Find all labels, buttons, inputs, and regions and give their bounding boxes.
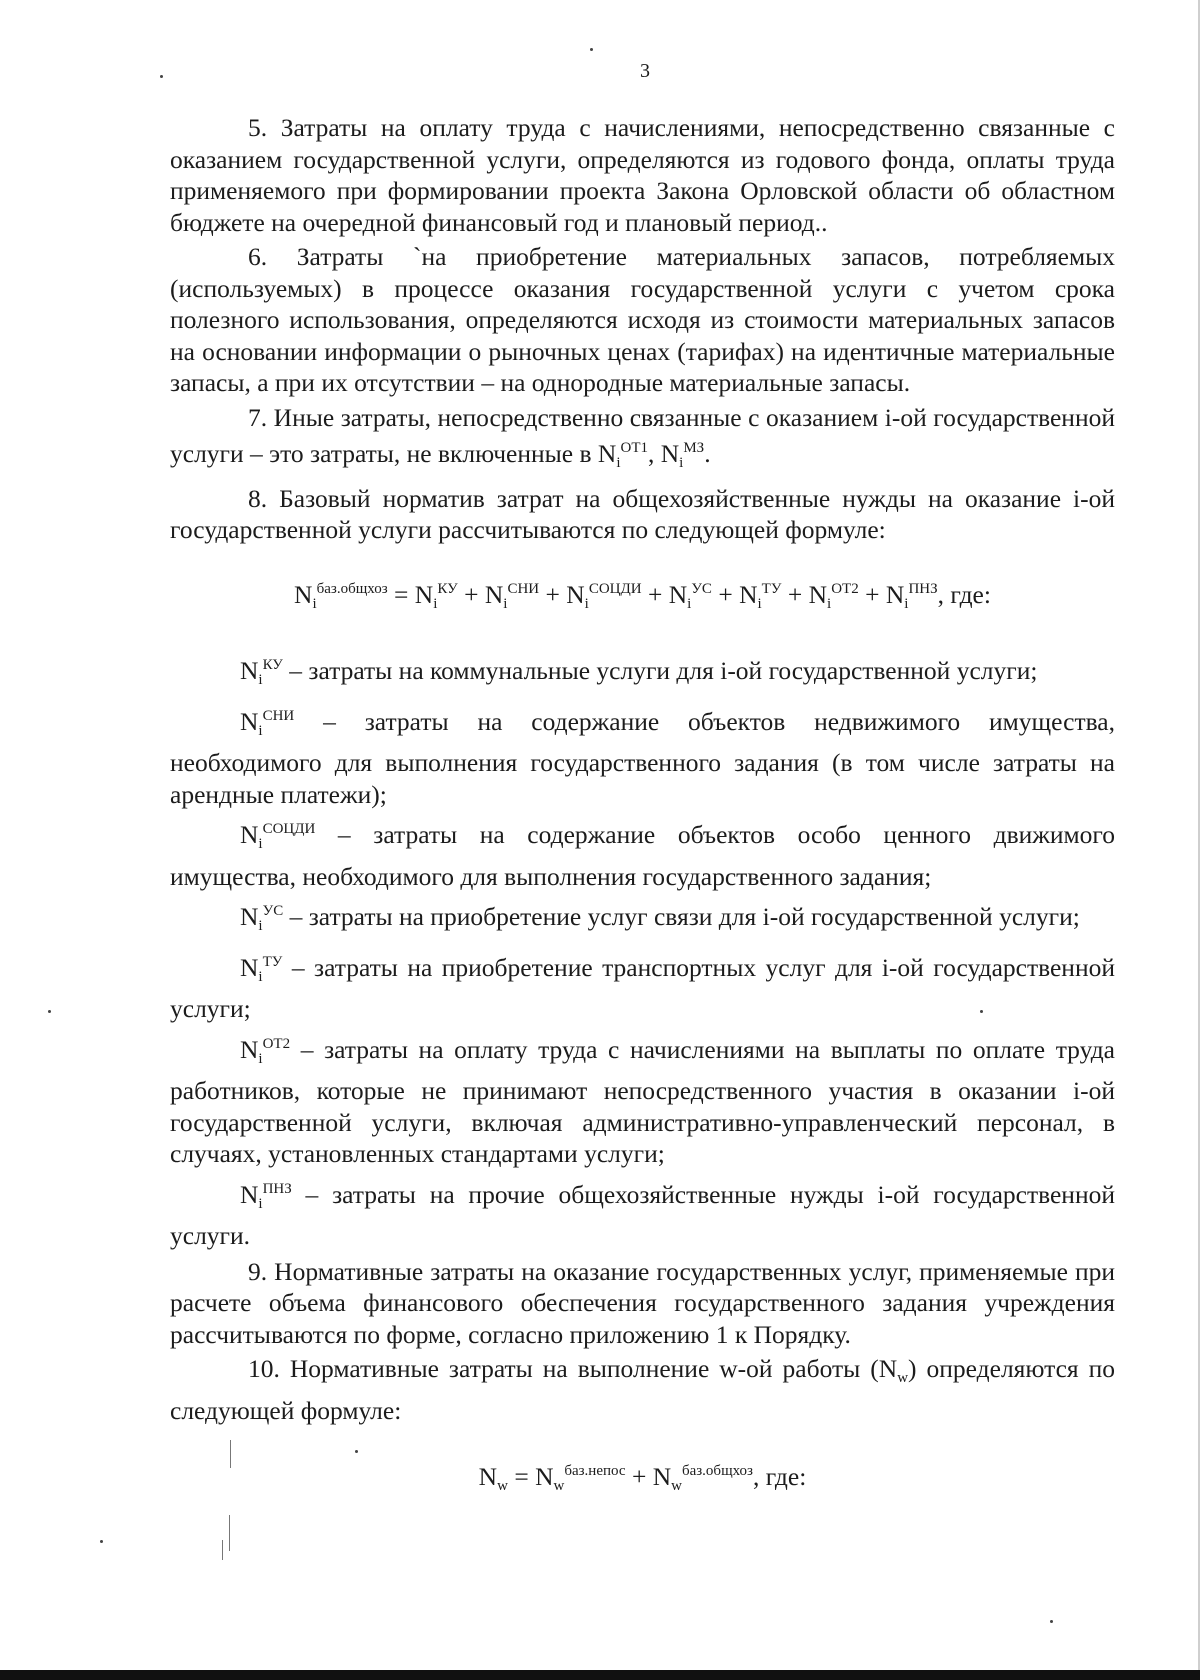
scan-speck — [980, 1010, 983, 1013]
definition-pnz: $N_i^{ПНЗ}$ – затраты на прочие общехозяйственные нужды i-ой государственной услуги. — [170, 1179, 1115, 1250]
definition-us: $N_i^{УС}$ – затраты на приобретение услуг связи для i-ой государственной услуги; — [240, 902, 1080, 934]
paragraph-7: 7. Иные затраты, непосредственно связанные с оказанием i-ой государственной услуги – это затраты, не включенные в $N_i^{ОТ1}$, $N_i^{МЗ}$. — [170, 402, 1115, 471]
paragraph-6: 6. Затраты `на приобретение материальных запасов, потребляемых (используемых) в процессе оказания государственной услуги с учетом срока полезного использования, определяются исходя из стоимости материальных запасов на основании информации о рыночных ценах (тарифах) на идентичные материальные запасы, а при их отсутствии – на однородные материальные запасы. — [170, 242, 1115, 397]
definition-ku: $N_i^{КУ}$ – затраты на коммунальные услуги для i-ой государственной услуги; — [240, 656, 1038, 688]
scan-speck — [100, 1540, 103, 1543]
definition-ot2: $N_i^{ОТ2}$ – затраты на оплату труда с начислениями на выплаты по оплате труда работников, которые не принимают непосредственного участия в оказании i-ой государственной услуги, включая административно-управленческий персонал, в случаях, установленных стандартами услуги; — [170, 1034, 1115, 1168]
scan-line — [229, 1515, 230, 1551]
paragraph-8: 8. Базовый норматив затрат на общехозяйственные нужды на оказание i-ой государственной услуги рассчитываются по следующей формуле: — [170, 483, 1115, 544]
definition-sni: $N_i^{СНИ}$ – затраты на содержание объектов недвижимого имущества, необходимого для выполнения государственного задания (в том числе затраты на арендные платежи); — [170, 706, 1115, 809]
scan-line — [230, 1440, 231, 1468]
formula-work-normative: $N_w = N_w^{баз.непос} + N_w^{баз.общхоз}$, где: — [478, 1462, 807, 1494]
paragraph-7-text: 7. Иные затраты, непосредственно связанные с оказанием i-ой государственной услуги – это затраты, не включенные в — [170, 402, 1115, 468]
paragraph-9: 9. Нормативные затраты на оказание государственных услуг, применяемые при расчете объема финансового обеспечения государственного задания учреждения рассчитываются по форме, согласно приложению 1 к Порядку. — [170, 1256, 1115, 1349]
scan-line — [222, 1540, 223, 1560]
scan-speck — [590, 48, 593, 51]
formula-base-overhead: $N_i^{баз.общхоз} = N_i^{КУ} + N_i^{СНИ} + N_i^{СОЦДИ} + N_i^{УС} + N_i^{ТУ} + N_i^{ОТ2} + N_i^{ПНЗ}$, где: — [294, 579, 991, 612]
definition-sotsdi: $N_i^{СОЦДИ}$ – затраты на содержание объектов особо ценного движимого имущества, необходимого для выполнения государственного задания; — [170, 820, 1115, 891]
scan-speck — [160, 75, 163, 78]
symbol-n-w: $N_w$ — [878, 1354, 909, 1386]
page-number: 3 — [640, 60, 650, 82]
scan-speck — [1050, 1620, 1053, 1623]
scan-speck — [48, 1010, 51, 1013]
scan-speck — [355, 1450, 358, 1453]
symbol-n-mz: $N_i^{МЗ}$ — [660, 439, 705, 471]
paragraph-5: 5. Затраты на оплату труда с начислениями, непосредственно связанные с оказанием государственной услуги, определяются из годового фонда, оплаты труда применяемого при формировании проекта Закона Орловской области об областном бюджете на очередной финансовый год и плановый период.. — [170, 113, 1115, 237]
symbol-n-ot1: $N_i^{ОТ1}$ — [597, 439, 648, 471]
paragraph-10: 10. Нормативные затраты на выполнение w-ой работы $(N_w)$ определяются по следующей формуле: — [170, 1354, 1116, 1425]
scan-border — [0, 1670, 1200, 1680]
document-body — [170, 112, 1115, 1503]
definition-tu: $N_i^{ТУ}$ – затраты на приобретение транспортных услуг для i-ой государственной услуги; — [170, 952, 1115, 1023]
